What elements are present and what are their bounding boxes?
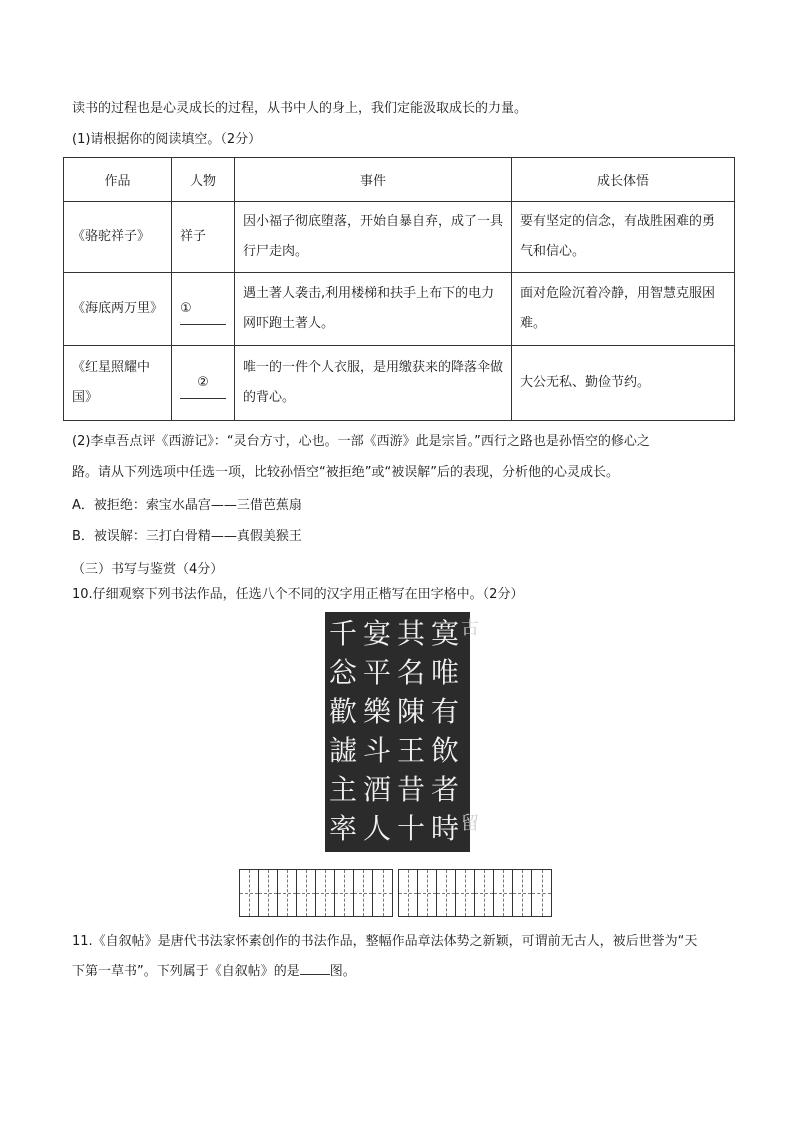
- calligraphy-char: 飲: [430, 734, 459, 767]
- writing-grid-right[interactable]: [398, 869, 552, 917]
- header-insight: 成长体悟: [512, 158, 735, 202]
- grid-cell[interactable]: [316, 870, 335, 916]
- grid-cell[interactable]: [278, 870, 297, 916]
- question-2-line-2: 路。请从下列选项中任选一项，比较孙悟空“被拒绝”或“被误解”后的表现，分析他的心灵成长。: [72, 465, 619, 480]
- cell-person-blank[interactable]: [172, 273, 235, 346]
- calligraphy-column: [359, 614, 395, 848]
- section-3-heading: （三）书写与鉴赏（4分）: [72, 562, 224, 577]
- calligraphy-char: 昔: [396, 773, 425, 806]
- grid-cell[interactable]: [494, 870, 513, 916]
- question-11-text: 下第一草书”。下列属于《自叙帖》的是: [72, 964, 300, 979]
- calligraphy-char: 率: [328, 812, 357, 845]
- table-row: [64, 202, 735, 273]
- reading-table: [63, 157, 735, 421]
- calligraphy-char: 有: [430, 695, 459, 728]
- question-11-line-2: [72, 962, 356, 982]
- cell-insight: 大公无私、勤俭节约。: [512, 346, 735, 421]
- cell-work: 《骆驼祥子》: [64, 202, 172, 273]
- cell-event: 因小福子彻底堕落，开始自暴自弃，成了一具行尸走肉。: [235, 202, 512, 273]
- question-10-prompt: 10.仔细观察下列书法作品，任选八个不同的汉字用正楷写在田字格中。（2分）: [72, 587, 524, 602]
- calligraphy-char: 王: [396, 734, 425, 767]
- header-event: 事件: [235, 158, 512, 202]
- option-b: B．被误解：三打白骨精——真假美猴王: [72, 529, 302, 544]
- calligraphy-char: 十: [396, 812, 425, 845]
- question-1-prompt: (1)请根据你的阅读填空。（2分）: [72, 132, 262, 147]
- grid-cell[interactable]: [259, 870, 278, 916]
- grid-cell[interactable]: [399, 870, 418, 916]
- calligraphy-char: 平: [362, 656, 391, 689]
- intro-text: 读书的过程也是心灵成长的过程，从书中人的身上，我们定能汲取成长的力量。: [72, 101, 528, 116]
- header-work: 作品: [64, 158, 172, 202]
- grid-cell[interactable]: [513, 870, 532, 916]
- answer-blank-1[interactable]: ①: [180, 294, 226, 325]
- answer-blank-2[interactable]: ②: [180, 368, 226, 399]
- grid-cell[interactable]: [456, 870, 475, 916]
- calligraphy-char: 譃: [328, 734, 357, 767]
- calligraphy-column: [427, 614, 463, 848]
- option-a: A．被拒绝：索宝水晶宫——三借芭蕉扇: [72, 498, 302, 513]
- grid-cell[interactable]: [418, 870, 437, 916]
- grid-cell[interactable]: [354, 870, 373, 916]
- calligraphy-edge-column: [461, 614, 479, 835]
- cell-insight: 要有坚定的信念，有战胜困难的勇气和信心。: [512, 202, 735, 273]
- calligraphy-char: 斗: [362, 734, 391, 767]
- question-11-line-1: 11.《自叙帖》是唐代书法家怀素创作的书法作品，整幅作品章法体势之新颖，可谓前无古人，被后世誉为“天: [72, 934, 698, 949]
- table-row: [64, 273, 735, 346]
- calligraphy-char: 宴: [362, 617, 391, 650]
- grid-cell[interactable]: [532, 870, 551, 916]
- cell-person: 祥子: [172, 202, 235, 273]
- question-2-line-1: (2)李卓吾点评《西游记》：“灵台方寸，心也。一部《西游》此是宗旨。”西行之路也是孙悟空的修心之: [72, 434, 650, 449]
- calligraphy-char: 主: [328, 773, 357, 806]
- calligraphy-char: 留: [461, 813, 479, 834]
- calligraphy-image: [325, 612, 479, 852]
- grid-cell[interactable]: [240, 870, 259, 916]
- grid-cell[interactable]: [297, 870, 316, 916]
- cell-person-blank[interactable]: [172, 346, 235, 421]
- grid-cell[interactable]: [437, 870, 456, 916]
- calligraphy-char: 名: [396, 656, 425, 689]
- calligraphy-char: 寞: [430, 617, 459, 650]
- calligraphy-char: 古: [461, 618, 479, 639]
- cell-event: 遇土著人袭击,利用楼梯和扶手上布下的电力网吓跑土著人。: [235, 273, 512, 346]
- cell-work: 《海底两万里》: [64, 273, 172, 346]
- calligraphy-char: 歡: [328, 695, 357, 728]
- table-header-row: [64, 158, 735, 202]
- table-row: [64, 346, 735, 421]
- calligraphy-char: 忩: [328, 656, 357, 689]
- calligraphy-char: 酒: [362, 773, 391, 806]
- cell-work: 《红星照耀中国》: [64, 346, 172, 421]
- calligraphy-char: 人: [362, 812, 391, 845]
- calligraphy-char: 陳: [396, 695, 425, 728]
- grid-cell[interactable]: [475, 870, 494, 916]
- writing-grid-left[interactable]: [239, 869, 393, 917]
- cell-event: 唯一的一件个人衣服，是用缴获来的降落伞做的背心。: [235, 346, 512, 421]
- question-11-suffix: 图。: [329, 964, 356, 979]
- calligraphy-char: 千: [328, 617, 357, 650]
- cell-insight: 面对危险沉着冷静，用智慧克服困难。: [512, 273, 735, 346]
- calligraphy-char: 者: [430, 773, 459, 806]
- grid-cell[interactable]: [373, 870, 392, 916]
- calligraphy-char: 其: [396, 617, 425, 650]
- calligraphy-char: 唯: [430, 656, 459, 689]
- header-person: 人物: [172, 158, 235, 202]
- calligraphy-column: [393, 614, 429, 848]
- calligraphy-char: 樂: [362, 695, 391, 728]
- answer-blank-11[interactable]: [300, 974, 330, 975]
- calligraphy-char: 時: [430, 812, 459, 845]
- grid-cell[interactable]: [335, 870, 354, 916]
- calligraphy-column: [325, 614, 361, 848]
